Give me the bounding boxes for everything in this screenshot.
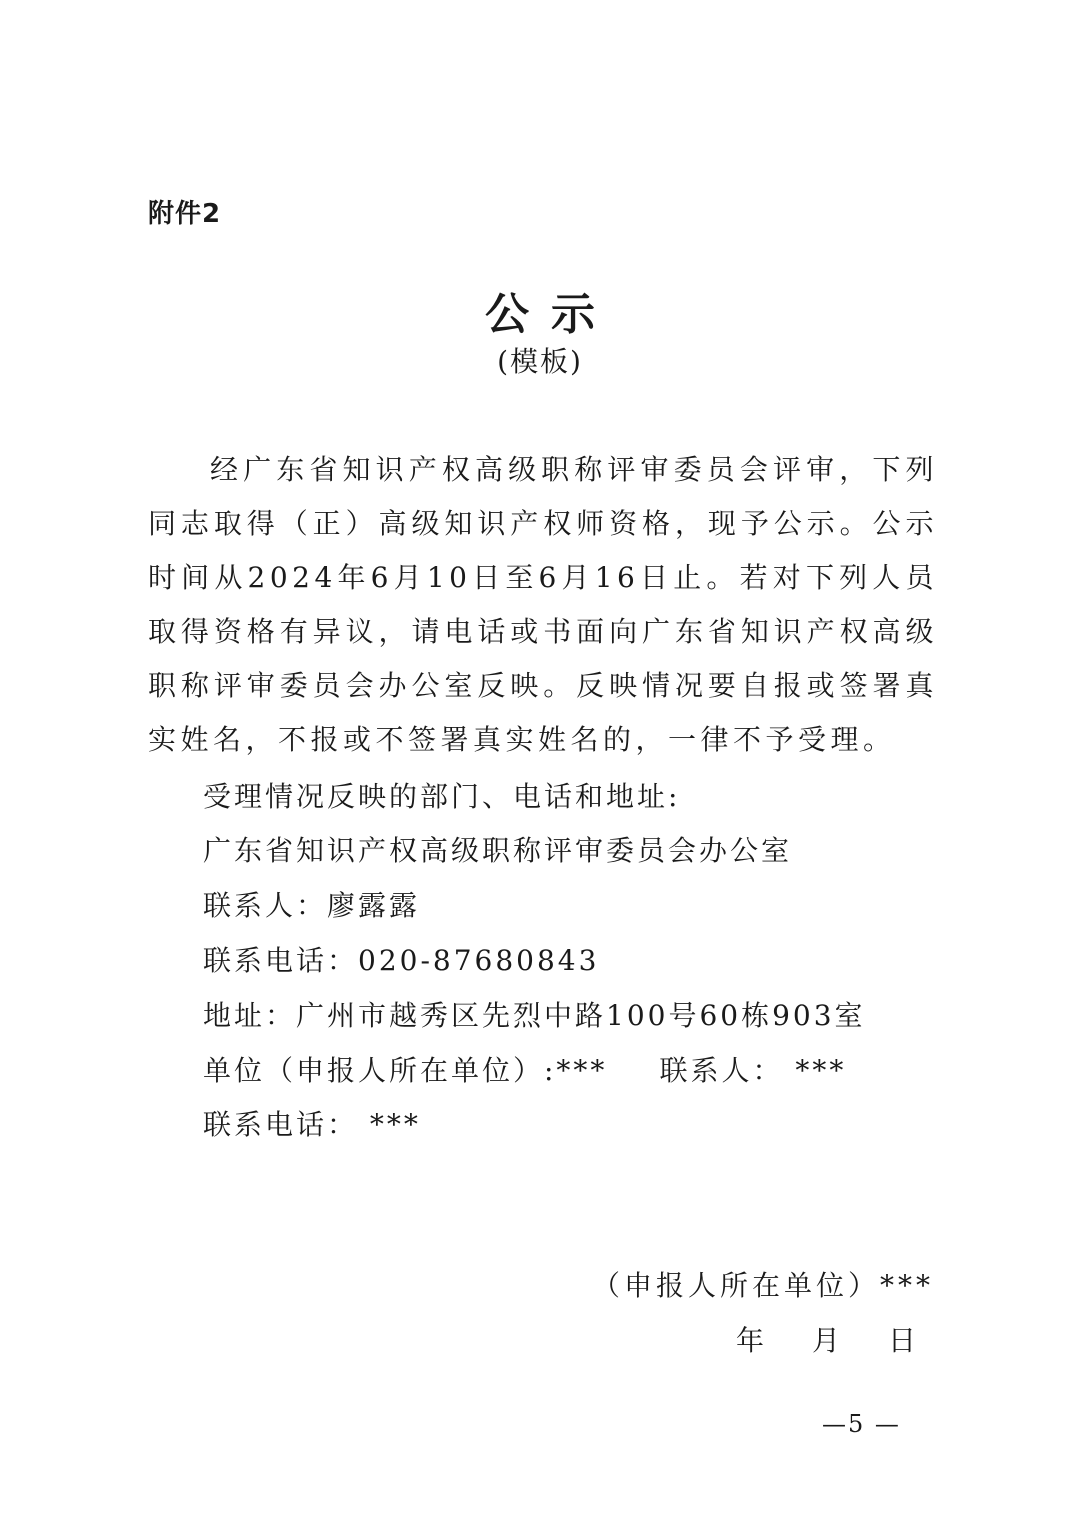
announcement-paragraph: 经广东省知识产权高级职称评审委员会评审，下列同志取得（正）高级知识产权师资格，现予公示。公示时间从2024年6月10日至6月16日止。若对下列人员取得资格有异议，请电话或书面向广东省知识产权高级职称评审委员会办公室反映。反映情况要自报或签署真实姓名，不报或不签署真实姓名的，一律不予受理。 [148, 453, 938, 756]
page-title: 公示 [485, 289, 617, 340]
unit-contact: 联系人： *** [659, 1054, 847, 1087]
unit-phone: 联系电话： *** [203, 1108, 421, 1141]
date-month: 月 [812, 1324, 841, 1357]
signature-unit: （申报人所在单位）*** [591, 1269, 934, 1302]
date-day: 日 [888, 1324, 917, 1357]
contact-phone: 联系电话：020-87680843 [203, 944, 600, 977]
contact-intro: 受理情况反映的部门、电话和地址: [203, 780, 681, 813]
page-number: —5 — [822, 1410, 901, 1438]
unit-name: 单位（申报人所在单位）:*** [203, 1054, 608, 1087]
signature-date [736, 1319, 916, 1359]
contact-department: 广东省知识产权高级职称评审委员会办公室 [203, 834, 793, 867]
contact-person: 联系人：廖露露 [203, 889, 421, 922]
attachment-label: 附件2 [148, 199, 222, 229]
contact-address: 地址：广州市越秀区先烈中路100号60栋903室 [203, 999, 866, 1032]
unit-line [203, 1049, 846, 1089]
date-year: 年 [736, 1324, 765, 1357]
page-subtitle: (模板) [497, 345, 583, 378]
